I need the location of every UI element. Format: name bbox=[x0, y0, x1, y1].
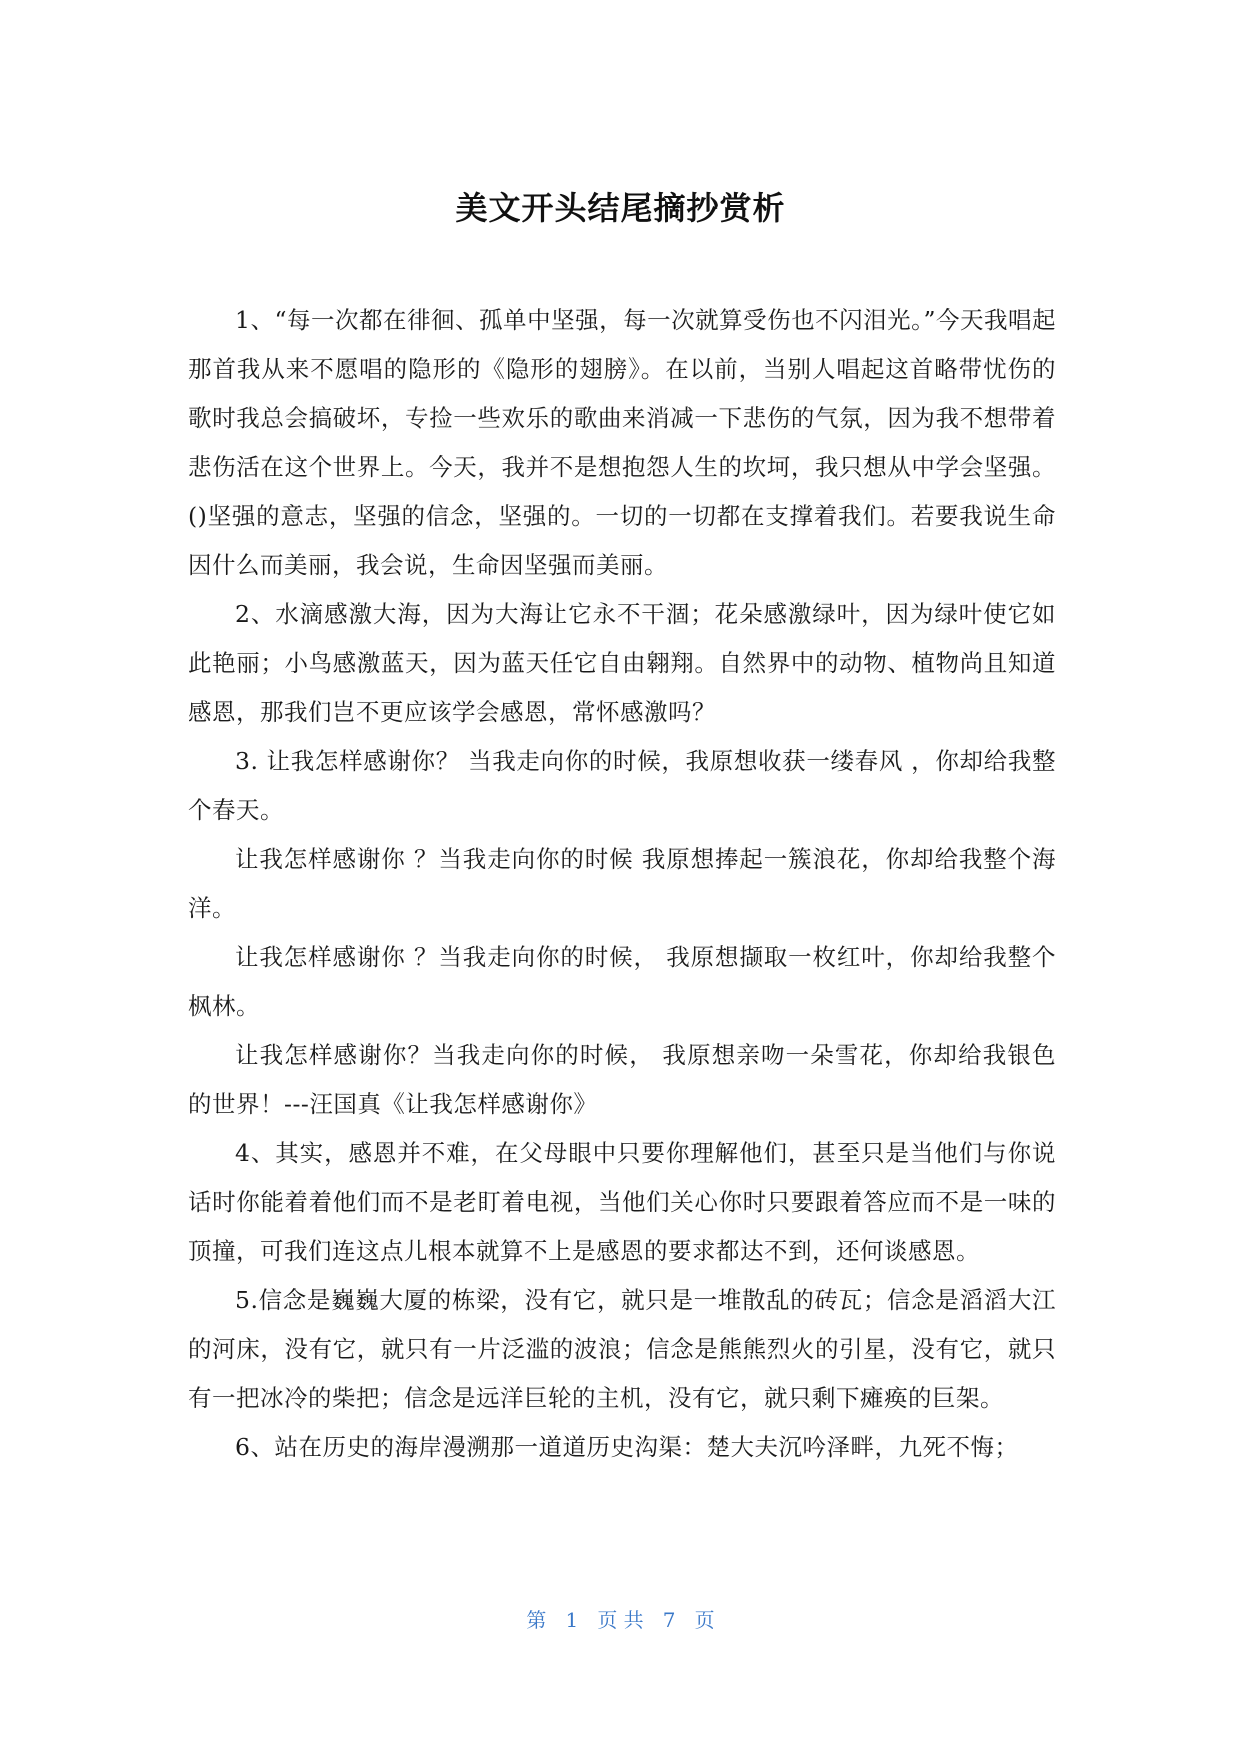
paragraph-6: 让我怎样感谢你？当我走向你的时候， 我原想亲吻一朵雪花，你却给我银色的世界！---汪国真《让我怎样感谢你》 bbox=[188, 1041, 1056, 1118]
footer-total-pages: 7 bbox=[662, 1608, 676, 1632]
page-title: 美文开头结尾摘抄赏析 bbox=[455, 189, 786, 227]
footer-current-page: 1 bbox=[565, 1608, 579, 1632]
footer-prefix: 第 bbox=[526, 1608, 547, 1632]
paragraph-2: 2、水滴感激大海，因为大海让它永不干涸；花朵感激绿叶，因为绿叶使它如此艳丽；小鸟感激蓝天，因为蓝天任它自由翱翔。自然界中的动物、植物尚且知道感恩，那我们岂不更应该学会感恩，常怀感激吗？ bbox=[188, 600, 1056, 726]
paragraph-7: 4、其实，感恩并不难，在父母眼中只要你理解他们，甚至只是当他们与你说话时你能着着他们而不是老盯着电视，当他们关心你时只要跟着答应而不是一味的顶撞，可我们连这点儿根本就算不上是感恩的要求都达不到，还何谈感恩。 bbox=[188, 1139, 1056, 1265]
paragraph-9: 6、站在历史的海岸漫溯那一道道历史沟渠：楚大夫沉吟泽畔，九死不悔； bbox=[235, 1433, 1019, 1461]
paragraph-8: 5.信念是巍巍大厦的栋梁，没有它，就只是一堆散乱的砖瓦；信念是滔滔大江的河床，没有它，就只有一片泛滥的波浪；信念是熊熊烈火的引星，没有它，就只有一把冰冷的柴把；信念是远洋巨轮的主机，没有它，就只剩下瘫痪的巨架。 bbox=[188, 1286, 1056, 1412]
footer-suffix: 页 bbox=[694, 1608, 715, 1632]
paragraph-1: 1、“每一次都在徘徊、孤单中坚强，每一次就算受伤也不闪泪光。”今天我唱起那首我从来不愿唱的隐形的《隐形的翅膀》。在以前，当别人唱起这首略带忧伤的歌时我总会搞破坏，专捡一些欢乐的歌曲来消减一下悲伤的气氛，因为我不想带着悲伤活在这个世界上。今天，我并不是想抱怨人生的坎坷，我只想从中学会坚强。()坚强的意志，坚强的信念，坚强的。一切的一切都在支撑着我们。若要我说生命因什么而美丽，我会说，生命因坚强而美丽。 bbox=[188, 306, 1056, 579]
footer-middle: 页 共 bbox=[597, 1608, 644, 1632]
page-footer bbox=[0, 1606, 1241, 1634]
paragraph-5: 让我怎样感谢你 ？当我走向你的时候， 我原想撷取一枚红叶，你却给我整个枫林。 bbox=[188, 943, 1056, 1020]
paragraph-4: 让我怎样感谢你 ？当我走向你的时候 我原想捧起一簇浪花，你却给我整个海洋。 bbox=[188, 845, 1056, 922]
paragraph-3: 3. 让我怎样感谢你？ 当我走向你的时候，我原想收获一缕春风 ，你却给我整个春天。 bbox=[188, 747, 1056, 824]
document-body bbox=[188, 296, 1056, 1472]
